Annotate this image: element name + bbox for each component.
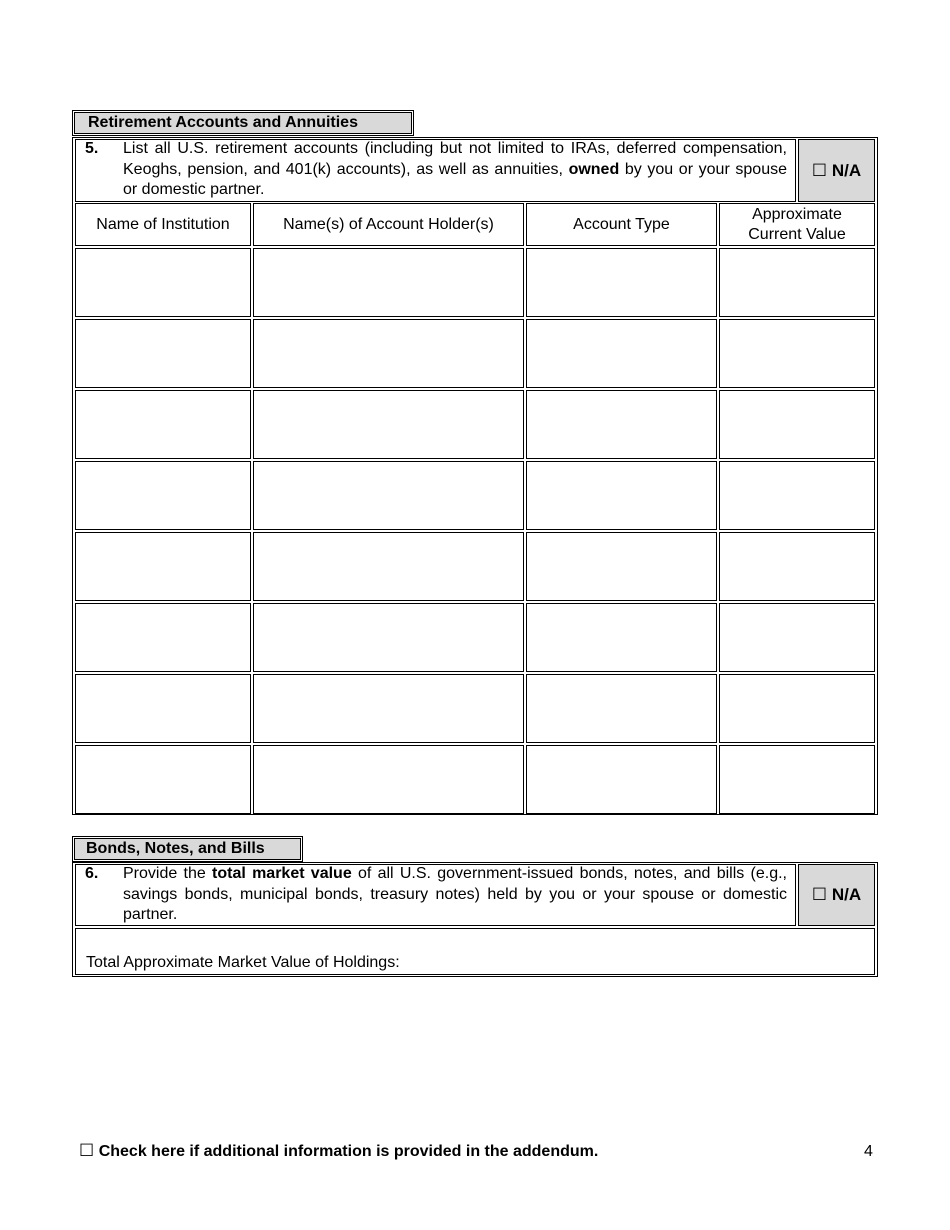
table-cell[interactable] bbox=[75, 603, 251, 672]
na-checkbox-icon: ☐ bbox=[811, 160, 828, 181]
table-cell[interactable] bbox=[75, 248, 251, 317]
col-header-account-holders: Name(s) of Account Holder(s) bbox=[253, 203, 524, 246]
page-number: 4 bbox=[864, 1143, 873, 1160]
table-cell[interactable] bbox=[526, 674, 717, 743]
table-cell[interactable] bbox=[719, 461, 875, 530]
question-5-na-checkbox[interactable] bbox=[798, 139, 875, 202]
question-6-text-part2: of all U.S. government-issued bonds, notes, and bills (e.g., savings bonds, municipal bonds, treasury notes) held by you or your spouse or domestic partner. bbox=[123, 865, 788, 923]
table-cell[interactable] bbox=[526, 532, 717, 601]
table-cell[interactable] bbox=[719, 390, 875, 459]
table-cell[interactable] bbox=[253, 674, 524, 743]
table-cell[interactable] bbox=[75, 390, 251, 459]
na-label: N/A bbox=[831, 885, 862, 904]
table-cell[interactable] bbox=[719, 319, 875, 388]
addendum-text: Check here if additional information is provided in the addendum. bbox=[98, 1143, 599, 1160]
table-cell[interactable] bbox=[253, 248, 524, 317]
table-cell[interactable] bbox=[526, 461, 717, 530]
table-cell[interactable] bbox=[526, 390, 717, 459]
table-cell[interactable] bbox=[253, 319, 524, 388]
table-cell[interactable] bbox=[75, 674, 251, 743]
table-cell[interactable] bbox=[719, 532, 875, 601]
question-6-text-bold: total market value bbox=[212, 865, 352, 882]
table-cell[interactable] bbox=[526, 745, 717, 814]
table-cell[interactable] bbox=[526, 319, 717, 388]
total-market-value-label: Total Approximate Market Value of Holdings: bbox=[86, 954, 400, 971]
question-6-number: 6. bbox=[85, 865, 99, 882]
table-cell[interactable] bbox=[253, 745, 524, 814]
col-header-institution: Name of Institution bbox=[75, 203, 251, 246]
addendum-checkbox-icon[interactable]: ☐ bbox=[79, 1141, 95, 1161]
question-5-text bbox=[123, 139, 787, 201]
na-checkbox-icon: ☐ bbox=[811, 885, 828, 905]
table-cell[interactable] bbox=[253, 390, 524, 459]
table-cell[interactable] bbox=[253, 603, 524, 672]
addendum-checkbox-row[interactable] bbox=[79, 1141, 598, 1161]
bonds-section-title-text: Bonds, Notes, and Bills bbox=[74, 838, 301, 860]
table-cell[interactable] bbox=[719, 603, 875, 672]
table-cell[interactable] bbox=[526, 248, 717, 317]
total-market-value-field[interactable] bbox=[75, 928, 875, 975]
retirement-section-title bbox=[72, 110, 414, 136]
question-5-text-part1: List all U.S. retirement accounts (including but not limited to IRAs, deferred compensation, Keoghs, pension, and 401(k) accounts), as well as annuities, bbox=[123, 140, 787, 178]
retirement-section-title-text: Retirement Accounts and Annuities bbox=[74, 112, 412, 134]
question-5-number: 5. bbox=[85, 140, 99, 157]
table-cell[interactable] bbox=[75, 319, 251, 388]
question-6-text-part1: Provide the bbox=[123, 865, 213, 882]
question-6-text bbox=[123, 864, 787, 926]
table-cell[interactable] bbox=[719, 248, 875, 317]
question-5-text-part2: by you or your spouse or domestic partner. bbox=[123, 160, 788, 198]
bonds-section-title bbox=[72, 836, 303, 862]
question-5-text-bold: owned bbox=[568, 160, 620, 178]
table-cell[interactable] bbox=[719, 674, 875, 743]
table-cell[interactable] bbox=[75, 532, 251, 601]
table-cell[interactable] bbox=[719, 745, 875, 814]
question-6-na-checkbox[interactable] bbox=[798, 864, 875, 926]
table-cell[interactable] bbox=[253, 461, 524, 530]
table-cell[interactable] bbox=[253, 532, 524, 601]
col-header-account-type: Account Type bbox=[526, 203, 717, 246]
na-label: N/A bbox=[831, 160, 862, 180]
table-cell[interactable] bbox=[75, 461, 251, 530]
table-cell[interactable] bbox=[75, 745, 251, 814]
col-header-current-value: Approximate Current Value bbox=[719, 203, 875, 246]
table-cell[interactable] bbox=[526, 603, 717, 672]
